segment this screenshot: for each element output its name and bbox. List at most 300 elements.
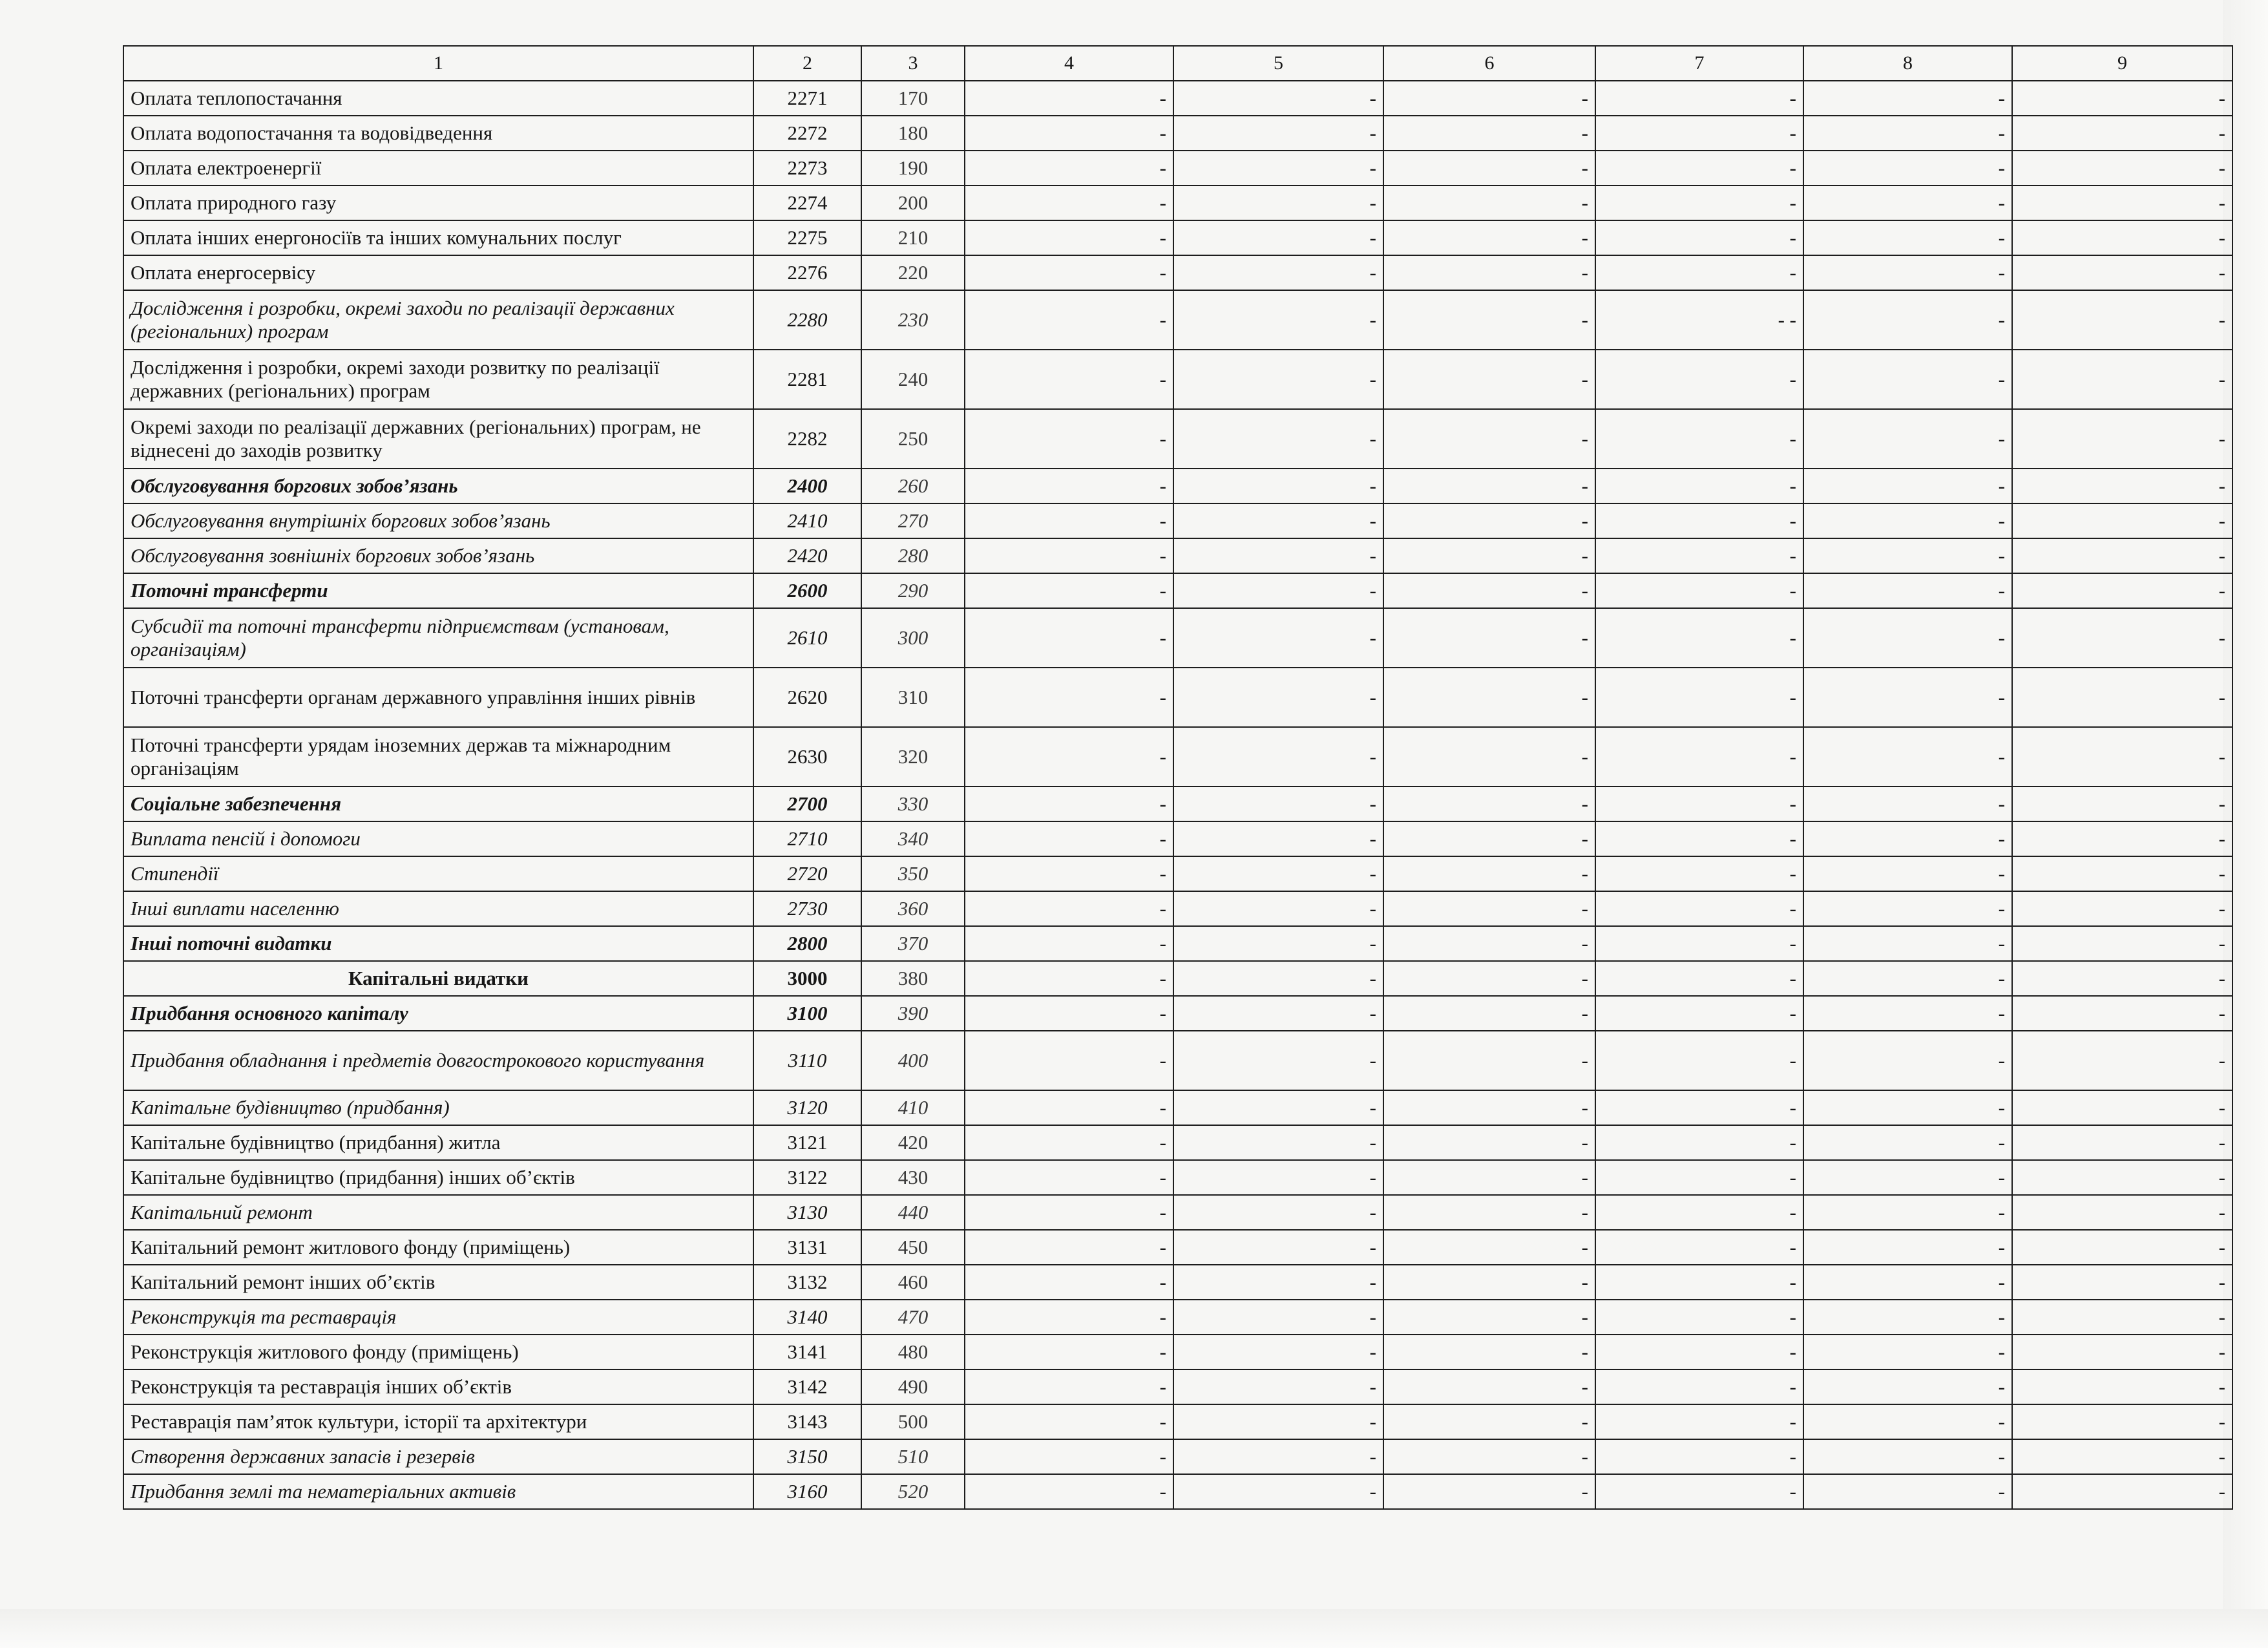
- row-line-code: 490: [861, 1369, 965, 1404]
- row-value-cell: -: [1173, 1125, 1383, 1160]
- row-value-cell: -: [1173, 1439, 1383, 1474]
- row-value-cell: -: [1173, 350, 1383, 409]
- row-value-cell: -: [1595, 151, 1803, 185]
- table-row: [123, 290, 2232, 350]
- row-line-code: 420: [861, 1125, 965, 1160]
- row-line-code: 470: [861, 1300, 965, 1335]
- row-value-cell: -: [2012, 1474, 2232, 1509]
- row-value-cell: -: [2012, 996, 2232, 1031]
- row-line-code: 250: [861, 409, 965, 469]
- row-value-cell: -: [2012, 1230, 2232, 1265]
- row-value-cell: -: [965, 1090, 1173, 1125]
- row-value-cell: -: [1803, 1031, 2012, 1090]
- row-value-cell: -: [1595, 1031, 1803, 1090]
- row-value-cell: -: [1803, 926, 2012, 961]
- row-value-cell: -: [1595, 538, 1803, 573]
- row-item-name: Соціальне забезпечення: [123, 787, 753, 821]
- row-line-code: 170: [861, 81, 965, 116]
- row-ekv-code: 2275: [753, 220, 861, 255]
- row-ekv-code: 2620: [753, 668, 861, 727]
- row-value-cell: -: [965, 926, 1173, 961]
- table-row: [123, 503, 2232, 538]
- row-value-cell: -: [1803, 1404, 2012, 1439]
- row-value-cell: -: [965, 469, 1173, 503]
- row-ekv-code: 3141: [753, 1335, 861, 1369]
- row-value-cell: -: [1173, 290, 1383, 350]
- row-value-cell: -: [1173, 996, 1383, 1031]
- row-ekv-code: 2610: [753, 608, 861, 668]
- row-value-cell: -: [1803, 821, 2012, 856]
- row-value-cell: -: [1383, 538, 1595, 573]
- row-line-code: 460: [861, 1265, 965, 1300]
- row-value-cell: -: [1173, 1404, 1383, 1439]
- row-value-cell: -: [1383, 1474, 1595, 1509]
- row-item-name: Капітальне будівництво (придбання) інших об’єктів: [123, 1160, 753, 1195]
- row-value-cell: -: [1383, 1335, 1595, 1369]
- table-row: [123, 1369, 2232, 1404]
- row-value-cell: -: [1173, 1195, 1383, 1230]
- row-item-name: Придбання основного капіталу: [123, 996, 753, 1031]
- row-item-name: Поточні трансферти урядам іноземних держав та міжнародним організаціям: [123, 727, 753, 787]
- row-value-cell: -: [965, 1369, 1173, 1404]
- row-line-code: 480: [861, 1335, 965, 1369]
- row-item-name: Обслуговування зовнішніх боргових зобов’язань: [123, 538, 753, 573]
- row-ekv-code: 2710: [753, 821, 861, 856]
- row-value-cell: -: [1173, 573, 1383, 608]
- table-row: [123, 727, 2232, 787]
- row-value-cell: -: [1383, 727, 1595, 787]
- row-item-name: Виплата пенсій і допомоги: [123, 821, 753, 856]
- table-row: [123, 573, 2232, 608]
- row-ekv-code: 2730: [753, 891, 861, 926]
- row-value-cell: -: [1803, 608, 2012, 668]
- row-value-cell: -: [2012, 350, 2232, 409]
- row-value-cell: -: [1803, 787, 2012, 821]
- row-ekv-code: 3143: [753, 1404, 861, 1439]
- row-value-cell: -: [1173, 1090, 1383, 1125]
- row-value-cell: -: [1383, 503, 1595, 538]
- row-value-cell: -: [1803, 668, 2012, 727]
- row-value-cell: -: [1383, 255, 1595, 290]
- row-value-cell: -: [1803, 81, 2012, 116]
- row-value-cell: -: [1173, 409, 1383, 469]
- row-value-cell: -: [1803, 469, 2012, 503]
- row-value-cell: -: [1595, 116, 1803, 151]
- row-value-cell: -: [1803, 1265, 2012, 1300]
- row-item-name: Придбання обладнання і предметів довгострокового користування: [123, 1031, 753, 1090]
- row-value-cell: -: [1173, 668, 1383, 727]
- column-number-row: [123, 46, 2232, 81]
- row-line-code: 220: [861, 255, 965, 290]
- row-value-cell: -: [1173, 255, 1383, 290]
- row-value-cell: -: [1595, 573, 1803, 608]
- row-value-cell: -: [1595, 608, 1803, 668]
- row-value-cell: -: [1803, 116, 2012, 151]
- row-value-cell: -: [965, 787, 1173, 821]
- row-value-cell: -: [1595, 1474, 1803, 1509]
- row-value-cell: -: [2012, 409, 2232, 469]
- row-line-code: 380: [861, 961, 965, 996]
- row-item-name: Оплата природного газу: [123, 185, 753, 220]
- row-value-cell: -: [1173, 1335, 1383, 1369]
- row-value-cell: -: [2012, 151, 2232, 185]
- row-ekv-code: 2700: [753, 787, 861, 821]
- row-value-cell: -: [965, 996, 1173, 1031]
- row-line-code: 240: [861, 350, 965, 409]
- row-item-name: Реставрація пам’яток культури, історії та архітектури: [123, 1404, 753, 1439]
- row-value-cell: -: [1595, 503, 1803, 538]
- row-value-cell: -: [1383, 891, 1595, 926]
- row-value-cell: -: [1383, 185, 1595, 220]
- row-value-cell: -: [2012, 856, 2232, 891]
- row-line-code: 400: [861, 1031, 965, 1090]
- row-value-cell: -: [1595, 1335, 1803, 1369]
- row-value-cell: -: [965, 1335, 1173, 1369]
- row-value-cell: -: [965, 1125, 1173, 1160]
- table-row: [123, 538, 2232, 573]
- row-item-name: Капітальний ремонт житлового фонду (приміщень): [123, 1230, 753, 1265]
- row-value-cell: -: [2012, 116, 2232, 151]
- row-value-cell: -: [1173, 151, 1383, 185]
- row-ekv-code: 3000: [753, 961, 861, 996]
- row-value-cell: -: [1383, 151, 1595, 185]
- row-value-cell: -: [1173, 608, 1383, 668]
- row-value-cell: -: [965, 1031, 1173, 1090]
- row-value-cell: -: [1383, 1195, 1595, 1230]
- row-value-cell: -: [2012, 891, 2232, 926]
- row-item-name: Капітальний ремонт інших об’єктів: [123, 1265, 753, 1300]
- row-value-cell: -: [1383, 469, 1595, 503]
- row-value-cell: -: [2012, 926, 2232, 961]
- table-body: [123, 46, 2232, 1509]
- row-value-cell: -: [1595, 1369, 1803, 1404]
- row-value-cell: -: [965, 1404, 1173, 1439]
- row-value-cell: -: [965, 220, 1173, 255]
- row-item-name: Оплата електроенергії: [123, 151, 753, 185]
- table-row: [123, 1265, 2232, 1300]
- row-value-cell: -: [1803, 996, 2012, 1031]
- row-value-cell: -: [1383, 1125, 1595, 1160]
- row-line-code: 190: [861, 151, 965, 185]
- row-value-cell: -: [965, 151, 1173, 185]
- row-value-cell: -: [1173, 1369, 1383, 1404]
- row-ekv-code: 2273: [753, 151, 861, 185]
- row-line-code: 510: [861, 1439, 965, 1474]
- row-line-code: 320: [861, 727, 965, 787]
- row-ekv-code: 2630: [753, 727, 861, 787]
- row-ekv-code: 2274: [753, 185, 861, 220]
- row-value-cell: -: [1803, 220, 2012, 255]
- row-value-cell: -: [1595, 1090, 1803, 1125]
- row-value-cell: -: [1383, 1404, 1595, 1439]
- row-value-cell: -: [1595, 668, 1803, 727]
- row-value-cell: -: [1595, 409, 1803, 469]
- row-ekv-code: 2420: [753, 538, 861, 573]
- row-value-cell: -: [2012, 727, 2232, 787]
- row-value-cell: -: [1803, 961, 2012, 996]
- table-row: [123, 856, 2232, 891]
- row-value-cell: -: [1173, 961, 1383, 996]
- row-value-cell: -: [1173, 1160, 1383, 1195]
- row-value-cell: -: [965, 856, 1173, 891]
- row-value-cell: -: [1803, 727, 2012, 787]
- row-value-cell: -: [965, 81, 1173, 116]
- row-value-cell: -: [2012, 821, 2232, 856]
- row-value-cell: -: [1173, 1474, 1383, 1509]
- row-value-cell: -: [2012, 1335, 2232, 1369]
- row-value-cell: -: [1803, 151, 2012, 185]
- table-row: [123, 1404, 2232, 1439]
- row-value-cell: -: [965, 668, 1173, 727]
- row-value-cell: -: [2012, 1265, 2232, 1300]
- row-value-cell: -: [1383, 1031, 1595, 1090]
- row-value-cell: -: [1383, 1265, 1595, 1300]
- table-row: [123, 81, 2232, 116]
- row-value-cell: -: [965, 1474, 1173, 1509]
- row-value-cell: -: [1803, 856, 2012, 891]
- row-value-cell: -: [2012, 787, 2232, 821]
- column-number: 9: [2012, 46, 2232, 81]
- row-value-cell: -: [1595, 1439, 1803, 1474]
- row-value-cell: -: [1803, 1439, 2012, 1474]
- row-ekv-code: 3132: [753, 1265, 861, 1300]
- row-value-cell: -: [2012, 1160, 2232, 1195]
- row-value-cell: -: [1803, 1230, 2012, 1265]
- row-ekv-code: 2720: [753, 856, 861, 891]
- row-value-cell: -: [1383, 961, 1595, 996]
- row-value-cell: -: [1595, 856, 1803, 891]
- row-item-name: Оплата енергосервісу: [123, 255, 753, 290]
- row-value-cell: -: [965, 1265, 1173, 1300]
- row-line-code: 260: [861, 469, 965, 503]
- row-item-name: Оплата теплопостачання: [123, 81, 753, 116]
- row-value-cell: -: [1803, 350, 2012, 409]
- page-bottom-margin: [0, 1609, 2268, 1648]
- row-ekv-code: 2410: [753, 503, 861, 538]
- row-value-cell: -: [1383, 821, 1595, 856]
- row-value-cell: -: [2012, 668, 2232, 727]
- row-value-cell: -: [1383, 409, 1595, 469]
- expenditure-report-table: [123, 45, 2233, 1510]
- row-value-cell: -: [1173, 727, 1383, 787]
- row-value-cell: -: [1803, 503, 2012, 538]
- row-value-cell: -: [965, 821, 1173, 856]
- row-value-cell: -: [2012, 1090, 2232, 1125]
- table-row: [123, 1160, 2232, 1195]
- row-value-cell: -: [1595, 185, 1803, 220]
- column-number: 5: [1173, 46, 1383, 81]
- row-item-name: Окремі заходи по реалізації державних (регіональних) програм, не віднесені до заходів розвитку: [123, 409, 753, 469]
- row-ekv-code: 2276: [753, 255, 861, 290]
- table-row: [123, 891, 2232, 926]
- row-item-name: Придбання землі та нематеріальних активів: [123, 1474, 753, 1509]
- row-value-cell: -: [1383, 1160, 1595, 1195]
- row-value-cell: -: [1595, 1265, 1803, 1300]
- row-value-cell: -: [1803, 1335, 2012, 1369]
- row-value-cell: -: [1173, 821, 1383, 856]
- row-value-cell: - -: [1595, 290, 1803, 350]
- row-line-code: 230: [861, 290, 965, 350]
- row-value-cell: -: [1803, 255, 2012, 290]
- row-value-cell: -: [2012, 1031, 2232, 1090]
- row-item-name: Реконструкція та реставрація: [123, 1300, 753, 1335]
- row-value-cell: -: [965, 891, 1173, 926]
- row-ekv-code: 2272: [753, 116, 861, 151]
- row-value-cell: -: [1383, 81, 1595, 116]
- row-line-code: 360: [861, 891, 965, 926]
- row-ekv-code: 2600: [753, 573, 861, 608]
- row-item-name: Капітальне будівництво (придбання) житла: [123, 1125, 753, 1160]
- column-number: 2: [753, 46, 861, 81]
- row-ekv-code: 3110: [753, 1031, 861, 1090]
- row-value-cell: -: [1173, 185, 1383, 220]
- row-line-code: 270: [861, 503, 965, 538]
- row-value-cell: -: [965, 116, 1173, 151]
- row-value-cell: -: [1173, 220, 1383, 255]
- table-row: [123, 1195, 2232, 1230]
- row-line-code: 200: [861, 185, 965, 220]
- row-value-cell: -: [1595, 81, 1803, 116]
- row-value-cell: -: [1383, 1230, 1595, 1265]
- row-value-cell: -: [1595, 821, 1803, 856]
- row-value-cell: -: [1803, 891, 2012, 926]
- row-ekv-code: 3122: [753, 1160, 861, 1195]
- row-value-cell: -: [2012, 1369, 2232, 1404]
- row-ekv-code: 2282: [753, 409, 861, 469]
- row-item-name: Поточні трансферти: [123, 573, 753, 608]
- row-ekv-code: 3160: [753, 1474, 861, 1509]
- table-row: [123, 787, 2232, 821]
- column-number: 6: [1383, 46, 1595, 81]
- row-value-cell: -: [1173, 1265, 1383, 1300]
- row-value-cell: -: [2012, 290, 2232, 350]
- row-value-cell: -: [1173, 926, 1383, 961]
- row-value-cell: -: [1595, 1300, 1803, 1335]
- row-value-cell: -: [1383, 1090, 1595, 1125]
- row-line-code: 290: [861, 573, 965, 608]
- row-line-code: 450: [861, 1230, 965, 1265]
- column-number: 3: [861, 46, 965, 81]
- table-row: [123, 1125, 2232, 1160]
- row-value-cell: -: [1595, 469, 1803, 503]
- table-row: [123, 961, 2232, 996]
- row-value-cell: -: [1383, 220, 1595, 255]
- table-row: [123, 668, 2232, 727]
- row-value-cell: -: [965, 573, 1173, 608]
- table-row: [123, 1031, 2232, 1090]
- row-value-cell: -: [1383, 1439, 1595, 1474]
- row-value-cell: -: [1595, 891, 1803, 926]
- row-value-cell: -: [2012, 538, 2232, 573]
- row-value-cell: -: [1595, 220, 1803, 255]
- row-value-cell: -: [1173, 1300, 1383, 1335]
- row-value-cell: -: [2012, 1195, 2232, 1230]
- row-line-code: 330: [861, 787, 965, 821]
- row-value-cell: -: [2012, 81, 2232, 116]
- row-value-cell: -: [1595, 350, 1803, 409]
- row-item-name: Капітальний ремонт: [123, 1195, 753, 1230]
- row-ekv-code: 2281: [753, 350, 861, 409]
- row-value-cell: -: [965, 1160, 1173, 1195]
- row-value-cell: -: [1383, 926, 1595, 961]
- row-value-cell: -: [1803, 1125, 2012, 1160]
- column-number: 8: [1803, 46, 2012, 81]
- row-value-cell: -: [965, 1195, 1173, 1230]
- table-row: [123, 220, 2232, 255]
- row-value-cell: -: [965, 608, 1173, 668]
- row-value-cell: -: [1803, 1195, 2012, 1230]
- row-value-cell: -: [1803, 573, 2012, 608]
- table-row: [123, 409, 2232, 469]
- row-value-cell: -: [2012, 503, 2232, 538]
- table-row: [123, 1230, 2232, 1265]
- row-value-cell: -: [2012, 1125, 2232, 1160]
- row-line-code: 520: [861, 1474, 965, 1509]
- row-ekv-code: 3140: [753, 1300, 861, 1335]
- table-row: [123, 926, 2232, 961]
- row-line-code: 390: [861, 996, 965, 1031]
- column-number: 1: [123, 46, 753, 81]
- row-value-cell: -: [1383, 350, 1595, 409]
- row-value-cell: -: [1383, 1300, 1595, 1335]
- row-item-name: Оплата водопостачання та водовідведення: [123, 116, 753, 151]
- row-item-name: Інші виплати населенню: [123, 891, 753, 926]
- row-value-cell: -: [1173, 787, 1383, 821]
- row-item-name: Інші поточні видатки: [123, 926, 753, 961]
- row-value-cell: -: [1173, 81, 1383, 116]
- row-value-cell: -: [1595, 1195, 1803, 1230]
- row-item-name: Поточні трансферти органам державного управління інших рівнів: [123, 668, 753, 727]
- row-value-cell: -: [2012, 220, 2232, 255]
- row-item-name: Капітальне будівництво (придбання): [123, 1090, 753, 1125]
- row-ekv-code: 3121: [753, 1125, 861, 1160]
- table-row: [123, 1300, 2232, 1335]
- row-value-cell: -: [965, 409, 1173, 469]
- row-value-cell: -: [1383, 1369, 1595, 1404]
- row-value-cell: -: [1173, 856, 1383, 891]
- row-value-cell: -: [1173, 538, 1383, 573]
- row-value-cell: -: [1803, 1369, 2012, 1404]
- table-row: [123, 255, 2232, 290]
- column-number: 4: [965, 46, 1173, 81]
- row-value-cell: -: [965, 1230, 1173, 1265]
- table-row: [123, 469, 2232, 503]
- row-item-name: Дослідження і розробки, окремі заходи по реалізації державних (регіональних) програм: [123, 290, 753, 350]
- row-ekv-code: 3120: [753, 1090, 861, 1125]
- table-row: [123, 185, 2232, 220]
- row-value-cell: -: [965, 350, 1173, 409]
- row-value-cell: -: [1803, 290, 2012, 350]
- row-value-cell: -: [1803, 538, 2012, 573]
- row-value-cell: -: [965, 185, 1173, 220]
- row-value-cell: -: [1173, 1230, 1383, 1265]
- table-row: [123, 996, 2232, 1031]
- table-row: [123, 821, 2232, 856]
- row-value-cell: -: [1595, 727, 1803, 787]
- table-row: [123, 608, 2232, 668]
- row-ekv-code: 2400: [753, 469, 861, 503]
- row-value-cell: -: [1803, 185, 2012, 220]
- row-value-cell: -: [1173, 469, 1383, 503]
- row-value-cell: -: [1595, 787, 1803, 821]
- row-item-name: Стипендії: [123, 856, 753, 891]
- row-line-code: 310: [861, 668, 965, 727]
- row-value-cell: -: [1595, 926, 1803, 961]
- row-line-code: 180: [861, 116, 965, 151]
- row-line-code: 210: [861, 220, 965, 255]
- row-ekv-code: 3131: [753, 1230, 861, 1265]
- row-value-cell: -: [1595, 1230, 1803, 1265]
